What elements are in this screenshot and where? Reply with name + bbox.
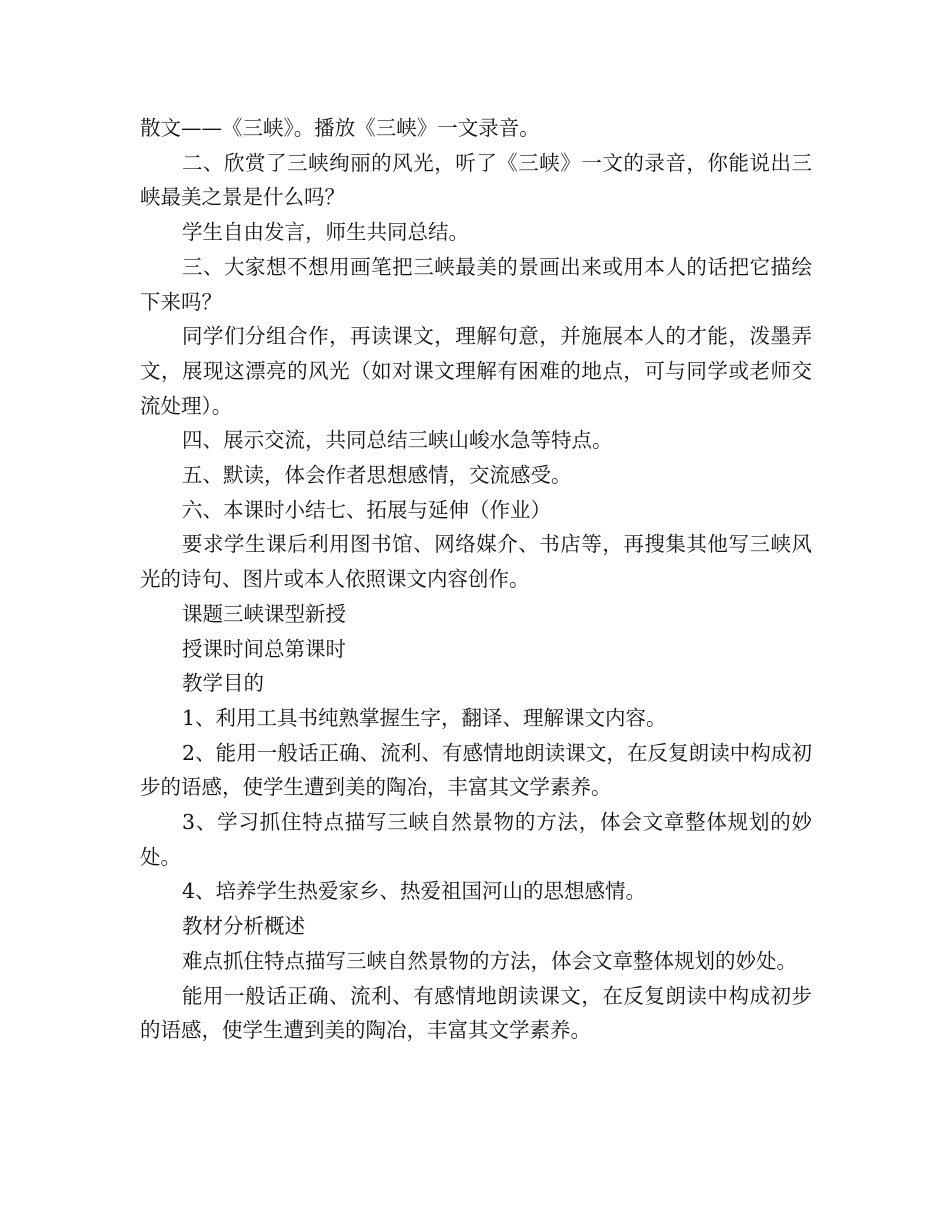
list-item: 3、学习抓住特点描写三峡自然景物的方法，体会文章整体规划的妙处。 xyxy=(140,810,812,869)
paragraph: 六、本课时小结七、拓展与延伸（作业） xyxy=(182,497,551,522)
paragraph: 难点抓住特点描写三峡自然景物的方法，体会文章整体规划的妙处。 xyxy=(182,948,797,973)
paragraph: 四、展示交流，共同总结三峡山峻水急等特点。 xyxy=(182,428,613,453)
paragraph: 散文——《三峡》。播放《三峡》一文录音。 xyxy=(140,116,540,140)
document-page xyxy=(140,111,812,1048)
list-item: 2、能用一般话正确、流利、有感情地朗读课文，在反复朗读中构成初步的语感，使学生遭到美的陶冶，丰富其文学素养。 xyxy=(140,740,812,800)
section-heading: 教材分析概述 xyxy=(182,914,305,939)
paragraph: 学生自由发言，师生共同总结。 xyxy=(182,220,469,245)
paragraph: 三、大家想不想用画笔把三峡最美的景画出来或用本人的话把它描绘下来吗？ xyxy=(140,254,812,314)
list-item: 1、利用工具书纯熟掌握生字，翻译、理解课文内容。 xyxy=(182,705,667,730)
list-item: 4、培养学生热爱家乡、热爱祖国河山的思想感情。 xyxy=(182,879,647,904)
paragraph: 二、欣赏了三峡绚丽的风光，听了《三峡》一文的录音，你能说出三峡最美之景是什么吗？ xyxy=(140,150,812,210)
section-heading: 课题三峡课型新授 xyxy=(182,601,346,626)
section-heading: 教学目的 xyxy=(182,671,264,696)
paragraph: 同学们分组合作，再读课文，理解句意，并施展本人的才能，泼墨弄文，展现这漂亮的风光（如对课文理解有困难的地点，可与同学或老师交流处理）。 xyxy=(140,324,812,418)
paragraph: 五、默读，体会作者思想感情，交流感受。 xyxy=(182,463,572,488)
paragraph: 要求学生课后利用图书馆、网络媒介、书店等，再搜集其他写三峡风光的诗句、图片或本人依照课文内容创作。 xyxy=(140,532,812,592)
section-heading: 授课时间总第课时 xyxy=(182,636,346,661)
paragraph: 能用一般话正确、流利、有感情地朗读课文，在反复朗读中构成初步的语感，使学生遭到美的陶冶，丰富其文学素养。 xyxy=(140,983,812,1043)
